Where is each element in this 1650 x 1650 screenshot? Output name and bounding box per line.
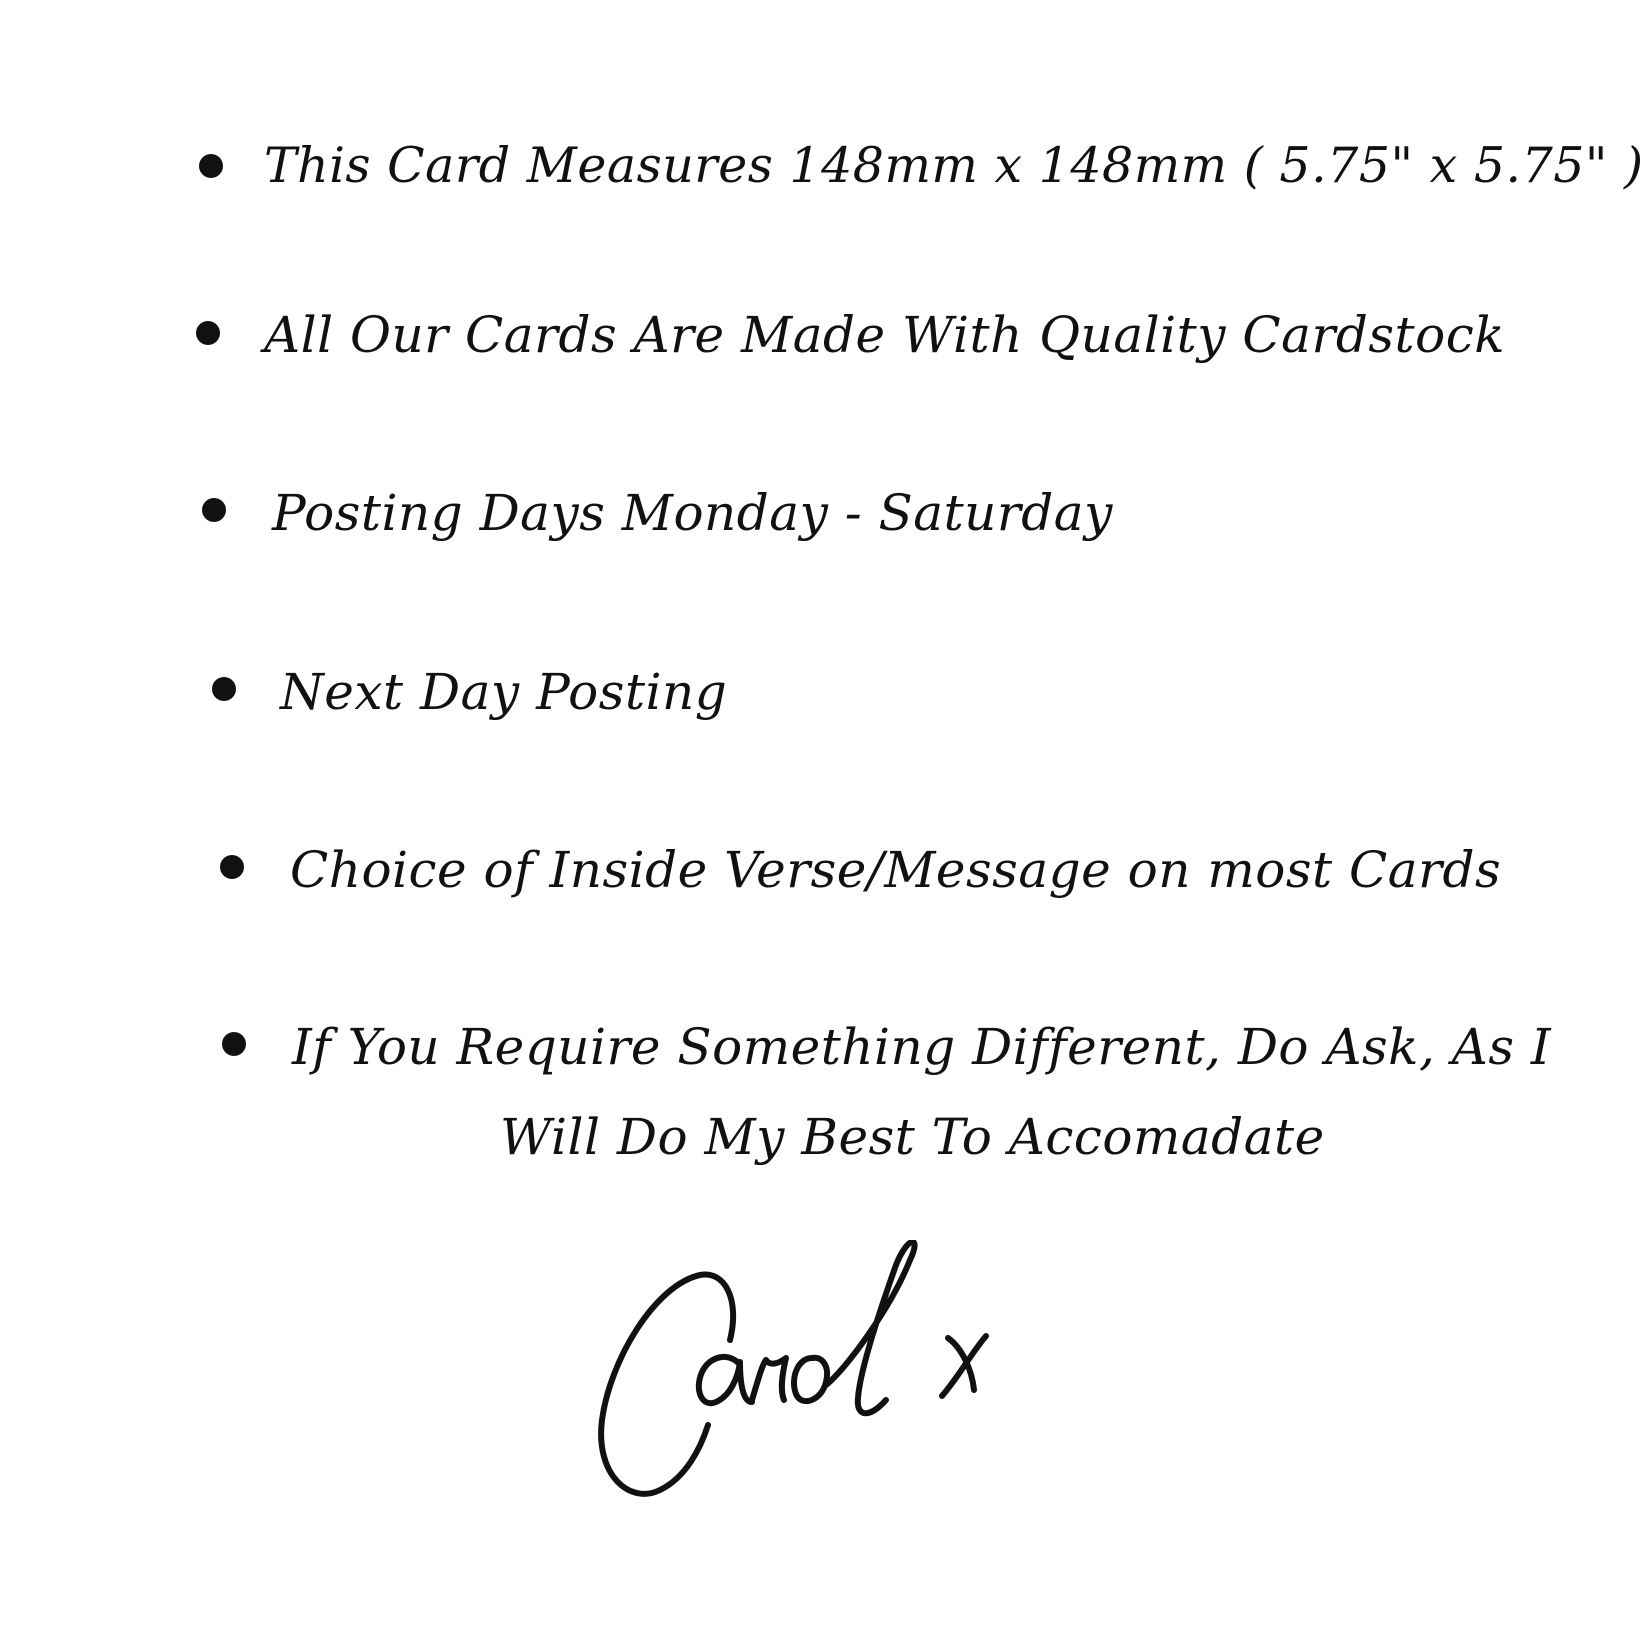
list-item-text: This Card Measures 148mm x 148mm ( 5.75" x 5.75" ) (264, 137, 1644, 194)
list-item-text: If You Require Something Different, Do Ask, As I (292, 1018, 1552, 1076)
signature (590, 1240, 1060, 1510)
list-item-text: All Our Cards Are Made With Quality Cardstock (264, 306, 1506, 364)
list-item-text-continuation: Will Do My Best To Accomadate (500, 1108, 1325, 1166)
list-item-text: Next Day Posting (280, 663, 728, 721)
bullet-dot-icon (222, 1032, 246, 1056)
bullet-dot-icon (196, 321, 220, 345)
bullet-dot-icon (220, 855, 244, 879)
bullet-dot-icon (212, 677, 236, 701)
bullet-dot-icon (199, 154, 223, 178)
list-item-text: Choice of Inside Verse/Message on most Cards (290, 841, 1502, 899)
bullet-dot-icon (202, 498, 226, 522)
signature-script-icon (590, 1240, 1060, 1510)
list-item-text: Posting Days Monday - Saturday (272, 484, 1113, 542)
